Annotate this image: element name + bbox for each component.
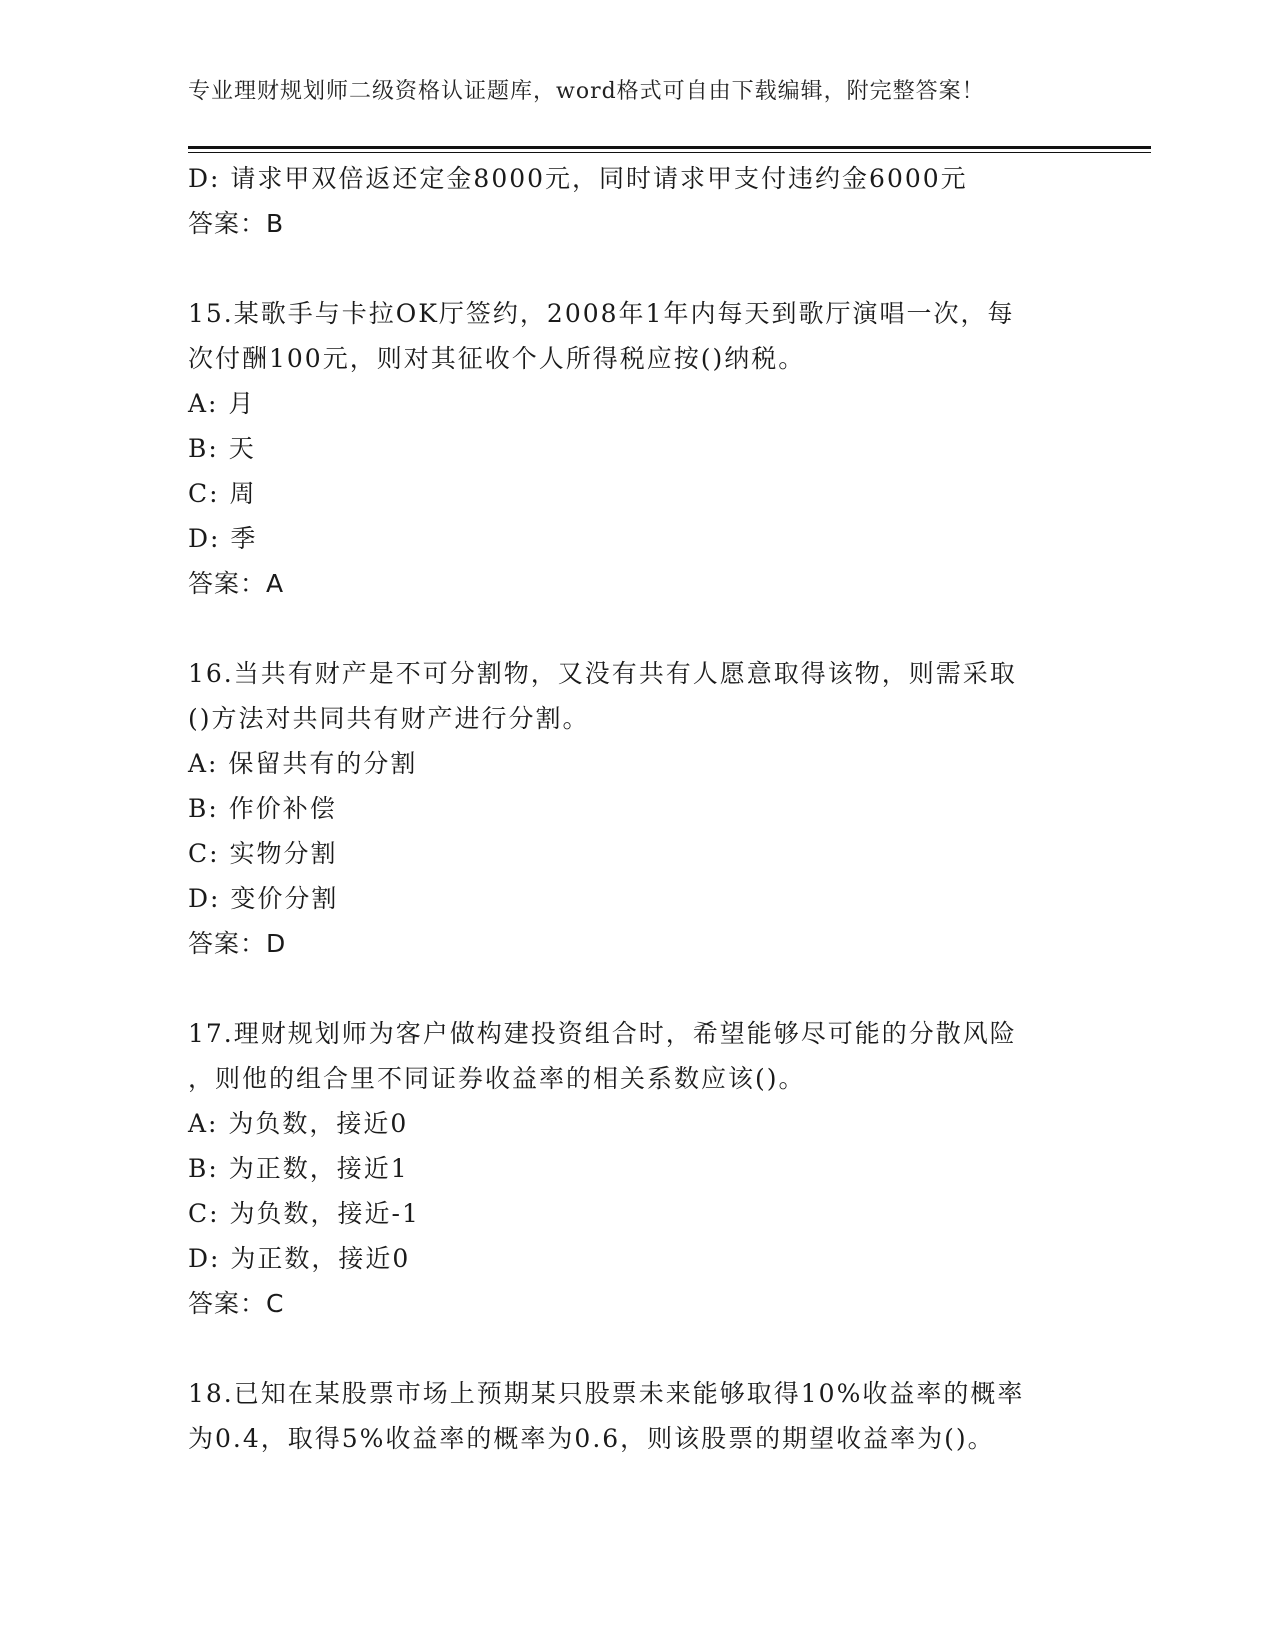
option-c: C: 为负数，接近-1	[188, 1199, 420, 1228]
option-d: D: 变价分割	[188, 884, 339, 913]
option-b: B: 天	[188, 434, 256, 463]
question-16	[188, 651, 1088, 966]
page-header: 专业理财规划师二级资格认证题库，word格式可自由下载编辑，附完整答案！	[188, 79, 985, 104]
option-a: A: 为负数，接近0	[188, 1109, 409, 1138]
option-d: D: 季	[188, 524, 258, 553]
question-15	[188, 291, 1088, 606]
option-a: A: 保留共有的分割	[188, 749, 418, 778]
question-stem-line: 为0.4，取得5%收益率的概率为0.6，则该股票的期望收益率为()。	[188, 1424, 995, 1453]
answer: 答案：A	[188, 569, 285, 598]
header-rule-thick	[188, 146, 1151, 149]
option-b: B: 作价补偿	[188, 794, 337, 823]
question-17	[188, 1011, 1088, 1326]
option-c: C: 周	[188, 479, 257, 508]
question-stem-line: 18.已知在某股票市场上预期某只股票未来能够取得10%收益率的概率	[188, 1379, 1025, 1408]
header-rule-thin	[188, 152, 1151, 153]
question-content	[188, 156, 1088, 1461]
question-stem-line: 17.理财规划师为客户做构建投资组合时，希望能够尽可能的分散风险	[188, 1019, 1017, 1048]
question-stem-line: ，则他的组合里不同证券收益率的相关系数应该()。	[188, 1064, 806, 1093]
spacer	[188, 1326, 1088, 1371]
spacer	[188, 606, 1088, 651]
option-a: A: 月	[188, 389, 256, 418]
question-stem-line: 次付酬100元，则对其征收个人所得税应按()纳税。	[188, 344, 806, 373]
prev-question-answer: 答案：B	[188, 209, 285, 238]
question-stem-line: 15.某歌手与卡拉OK厅签约，2008年1年内每天到歌厅演唱一次，每	[188, 299, 1015, 328]
option-b: B: 为正数，接近1	[188, 1154, 409, 1183]
spacer	[188, 966, 1088, 1011]
question-18	[188, 1371, 1088, 1461]
option-d: D: 为正数，接近0	[188, 1244, 411, 1273]
question-stem-line: ()方法对共同共有财产进行分割。	[188, 704, 590, 733]
option-c: C: 实物分割	[188, 839, 338, 868]
answer: 答案：D	[188, 929, 287, 958]
question-stem-line: 16.当共有财产是不可分割物，又没有共有人愿意取得该物，则需采取	[188, 659, 1017, 688]
prev-question-option-d: D: 请求甲双倍返还定金8000元，同时请求甲支付违约金6000元	[188, 164, 968, 193]
spacer	[188, 246, 1088, 291]
answer: 答案：C	[188, 1289, 285, 1318]
